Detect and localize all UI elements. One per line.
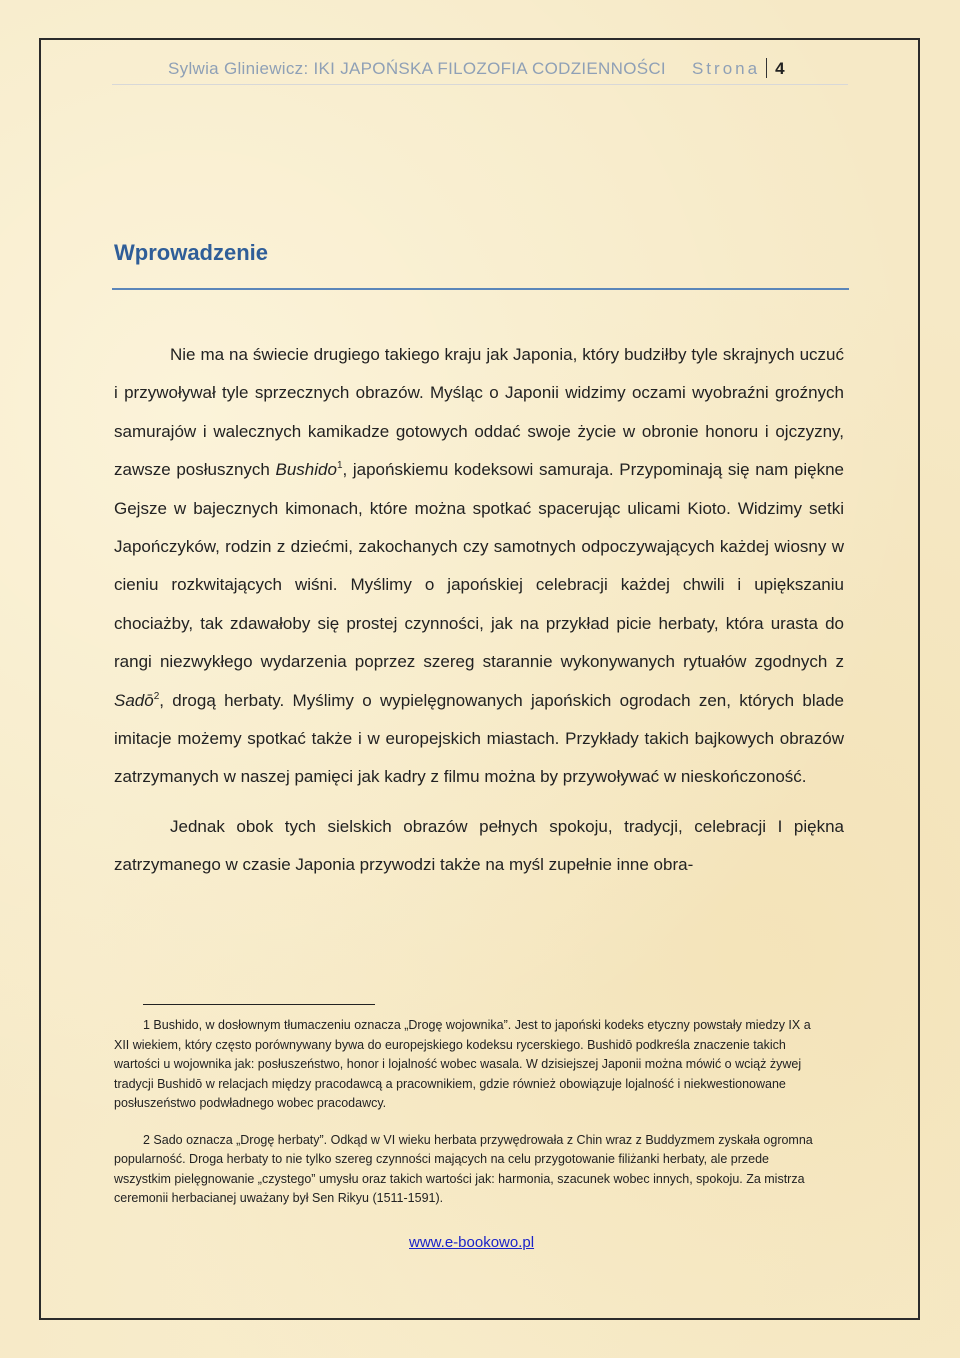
paragraph-text: Nie ma na świecie drugiego takiego kraju jak Japonia, który budziłby tyle skrajnych uczuć i przywoływał tyle sprzecznych obrazów. Myśląc o Japonii widzimy oczami wyobraźni groźnych samurajów i walecznych kamikadze gotowych oddać swoje życie w obronie honoru i ojczyzny, zawsze posłusznych (114, 345, 844, 480)
body-text (114, 336, 844, 885)
term-sado: Sadō (114, 690, 154, 710)
header-title: Sylwia Gliniewicz: IKI JAPOŃSKA FILOZOFIA CODZIENNOŚCI (168, 59, 666, 78)
section-heading: Wprowadzenie (114, 240, 269, 265)
page-number: 4 (775, 59, 785, 78)
running-header (168, 58, 848, 86)
footnote-separator (143, 1004, 375, 1005)
paragraph-text: , drogą herbaty. Myślimy o wypielęgnowanych japońskich ogrodach zen, których blade imitacje możemy spotkać także i w europejskich miastach. Przykłady takich bajkowych obrazów zatrzymanych w naszej pamięci jak kadry z filmu można by przywoływać w nieskończoność. (114, 690, 844, 787)
footer-link[interactable]: www.e-bookowo.pl (409, 1234, 535, 1251)
paragraph-text: , japońskiemu kodeksowi samuraja. Przypominają się nam piękne Gejsze w bajecznych kimonach, które można spotkać spacerując ulicami Kioto. Widzimy setki Japończyków, rodzin z dziećmi, zakochanych czy samotnych odpoczywających każdej wiosny w cieniu rozkwitających wiśni. Myślimy o japońskiej celebracji każdej chwili i upiększaniu chociażby, tak zdawałoby się prostej czynności, jak na przykład picie herbaty, która urasta do rangi niezwykłego wydarzenia poprzez szereg starannie wykonywanych rytuałów zgodnych z (114, 460, 845, 672)
footnote-ref[interactable]: 2 (153, 690, 160, 702)
footnote-2: 2 Sado oznacza „Drogę herbaty”. Odkąd w VI wieku herbata przywędrowała z Chin wraz z Buddyzmem zyskała ogromna popularność. Droga herbaty to nie tylko szereg czynności mających na celu przygotowanie filiżanki herbaty, ale przede wszystkim pielęgnowanie „czystego” umysłu oraz takich wartości jak: harmonia, szacunek wobec innych, spokoju. Za mistrza ceremonii herbacianej uważany był Sen Rikyu (1511-1591). (114, 1132, 813, 1205)
heading-underline (112, 288, 849, 290)
term-bushido: Bushido (275, 460, 337, 480)
paragraph: Jednak obok tych sielskich obrazów pełnych spokoju, tradycji, celebracji I piękna zatrzymanego w czasie Japonia przywodzi także na myśl zupełnie inne obra- (114, 816, 844, 875)
header-divider (112, 84, 848, 85)
footnote-ref[interactable]: 1 (336, 460, 343, 472)
footnotes (114, 1016, 828, 1209)
footnote-1: 1 Bushido, w dosłownym tłumaczeniu oznacza „Drogę wojownika”. Jest to japoński kodeks etyczny powstały miedzy IX a XII wiekiem, który często porównywany bywa do europejskiego kodeksu rycerskiego. Bushidō podkreśla znaczenie takich wartości u wojownika jak: posłuszeństwo, honor i lojalność wobec wasala. W dzisiejszej Japonii można mówić o wciąż żywej tradycji Bushidō w relacjach między pracodawcą a pracownikiem, gdzie również obowiązuje lojalność i niekwestionowane posłuszeństwo podwładnego wobec pracodawcy. (114, 1018, 811, 1110)
header-separator (766, 58, 767, 78)
paragraph (114, 336, 844, 797)
page-label: Strona (691, 59, 761, 78)
